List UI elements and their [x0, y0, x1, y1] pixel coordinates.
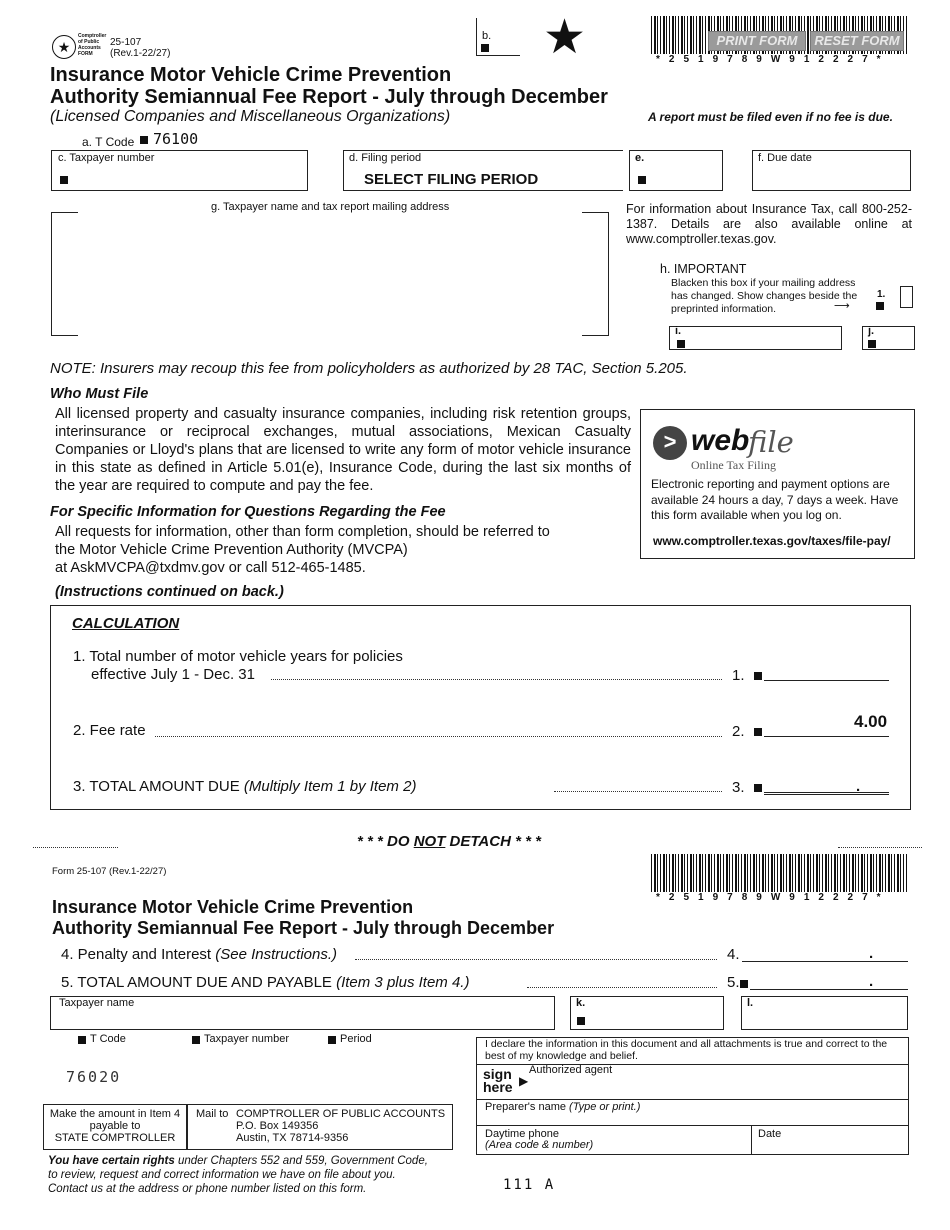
- voucher-period-label: Period: [340, 1033, 372, 1045]
- due-date-field[interactable]: [752, 150, 911, 191]
- voucher-title-line1: Insurance Motor Vehicle Crime Prevention: [52, 897, 414, 917]
- voucher-taxpayer-name-label: Taxpayer name: [59, 997, 135, 1009]
- item4-leader: [355, 959, 717, 960]
- webfile-panel: [640, 409, 915, 559]
- due-date-label: f. Due date: [758, 152, 812, 164]
- item5-marker: [740, 980, 748, 988]
- item4-label: [61, 946, 337, 963]
- field-j-marker: [868, 340, 876, 348]
- filing-notice: A report must be filed even if no fee is due.: [648, 110, 893, 124]
- address-change-label: 1.: [877, 289, 886, 300]
- specific-info-line2: the Motor Vehicle Crime Prevention Authority (MVCPA): [55, 542, 408, 558]
- taxpayer-number-marker-2: [192, 1036, 200, 1044]
- calculation-heading: CALCULATION: [72, 615, 180, 632]
- mail-line1: COMPTROLLER OF PUBLIC ACCOUNTS: [236, 1108, 446, 1120]
- field-l[interactable]: [741, 996, 908, 1030]
- mailing-address-field[interactable]: [51, 201, 609, 336]
- item3-main: 3. TOTAL AMOUNT DUE: [73, 778, 240, 795]
- footer-code: 111 A: [503, 1177, 556, 1193]
- detach-not: NOT: [413, 833, 446, 850]
- payable-box: [43, 1104, 187, 1150]
- payable-line1: Make the amount in Item 4: [49, 1108, 181, 1120]
- item3-label: [73, 778, 416, 795]
- item5-note: (Item 3 plus Item 4.): [336, 974, 470, 991]
- sign-here-label: sign here: [483, 1066, 513, 1095]
- item2-number: 2.: [732, 723, 745, 740]
- mail-line3: Austin, TX 78714-9356: [236, 1132, 349, 1144]
- who-must-file-text: All licensed property and casualty insurance companies, including risk retention groups, interinsurance or reciprocal exchanges, mutual associations, Mexican Casualty Companies or Lloyd's plans that are licensed to write any form of motor vehicle insurance in this state as defined in Article 5.01(e), Insurance Code, during the last six months of the year are required to compute and pay the fee.: [55, 406, 631, 494]
- voucher-taxpayer-number-label: Taxpayer number: [204, 1033, 289, 1045]
- item5-number: 5.: [727, 974, 740, 991]
- preparer-label: [485, 1101, 640, 1113]
- field-k[interactable]: [570, 996, 724, 1030]
- detach-line-left: [33, 847, 118, 848]
- webfile-tagline: Online Tax Filing: [691, 458, 776, 472]
- item3-note: (Multiply Item 1 by Item 2): [243, 778, 417, 795]
- detach-pre: * * * DO: [357, 833, 414, 850]
- webfile-url[interactable]: www.comptroller.texas.gov/taxes/file-pay/: [653, 534, 891, 548]
- taxpayer-number-marker: [60, 176, 68, 184]
- field-l-label: l.: [747, 997, 754, 1009]
- item3-number: 3.: [732, 779, 745, 796]
- voucher-title-line2: Authority Semiannual Fee Report - July through December: [52, 918, 555, 938]
- item3-decimal: .: [856, 778, 861, 795]
- voucher-tcode-value: 76020: [66, 1068, 122, 1086]
- rights-line3: Contact us at the address or phone number listed on this form.: [48, 1183, 367, 1195]
- t-code-label: a. T Code: [82, 135, 135, 149]
- item3-leader: [554, 791, 722, 792]
- address-change-marker: [876, 302, 884, 310]
- detach-line-right: [838, 847, 922, 848]
- payable-line2: payable to: [89, 1120, 141, 1132]
- star-icon: ★: [543, 11, 587, 64]
- item2-value: 4.00: [854, 712, 888, 731]
- item1-number: 1.: [732, 667, 745, 684]
- item1-leader: [271, 679, 722, 680]
- mail-line2: P.O. Box 149356: [236, 1120, 319, 1132]
- mailing-address-label: g. Taxpayer name and tax report mailing address: [211, 201, 450, 213]
- specific-info-heading: For Specific Information for Questions Regarding the Fee: [50, 504, 446, 520]
- bracket-top-left: [51, 212, 78, 336]
- who-must-file-heading: Who Must File: [50, 386, 149, 402]
- field-b-label: b.: [482, 30, 492, 42]
- item2-label: 2. Fee rate: [73, 722, 146, 739]
- recoup-note: NOTE: Insurers may recoup this fee from policyholders as authorized by 28 TAC, Section 5.205.: [50, 360, 688, 377]
- item5-leader: [527, 987, 717, 988]
- item1-label-line2: effective July 1 - Dec. 31: [91, 666, 255, 683]
- item1-marker: [754, 672, 762, 680]
- declaration-text: I declare the information in this document and all attachments is true and correct to the best of my knowledge and belief.: [485, 1038, 888, 1062]
- field-b[interactable]: [476, 18, 520, 56]
- item5-decimal: .: [869, 973, 874, 990]
- item4-main: 4. Penalty and Interest: [61, 946, 212, 963]
- webfile-arrow-icon: >: [653, 426, 687, 460]
- item2-leader: [155, 736, 722, 737]
- declaration-divider-2: [477, 1099, 908, 1100]
- authorized-agent-label: Authorized agent: [529, 1064, 613, 1076]
- form-subtitle: (Licensed Companies and Miscellaneous Organizations): [50, 108, 451, 125]
- taxpayer-number-field[interactable]: [51, 150, 308, 191]
- filing-period-label: d. Filing period: [349, 152, 422, 164]
- do-not-detach: [357, 833, 541, 850]
- field-i[interactable]: [669, 326, 842, 350]
- item4-number: 4.: [727, 946, 740, 963]
- item5-main: 5. TOTAL AMOUNT DUE AND PAYABLE: [61, 974, 332, 991]
- date-divider: [751, 1125, 752, 1155]
- field-e-marker: [638, 176, 646, 184]
- period-marker: [328, 1036, 336, 1044]
- preparer-main: Preparer's name: [485, 1101, 566, 1113]
- field-e[interactable]: [629, 150, 723, 191]
- item5-input[interactable]: [750, 989, 908, 990]
- filing-period-field[interactable]: [343, 150, 623, 191]
- field-k-label: k.: [576, 997, 586, 1009]
- item4-decimal: .: [869, 945, 874, 962]
- item4-note: (See Instructions.): [215, 946, 337, 963]
- daytime-phone-label: Daytime phone: [485, 1128, 559, 1140]
- specific-info-line1: All requests for information, other than form completion, should be referred to: [55, 524, 550, 540]
- t-code-value: 76100: [153, 130, 199, 148]
- field-j[interactable]: [862, 326, 915, 350]
- form-number: 25-107: [110, 37, 142, 48]
- field-j-label: j.: [868, 325, 875, 337]
- t-code-marker: [140, 136, 148, 144]
- voucher-tcode-label: T Code: [90, 1033, 126, 1045]
- item5-label: [61, 974, 469, 991]
- insurance-info-text: For information about Insurance Tax, call 800-252-1387. Details are also available online at www.comptroller.texas.gov.: [626, 202, 912, 246]
- webfile-text: Electronic reporting and payment options are available 24 hours a day, 7 days a week. Have this form available when you log on.: [651, 477, 899, 522]
- rights-rest: under Chapters 552 and 559, Government Code,: [174, 1155, 428, 1167]
- webfile-logo-web: web: [691, 424, 750, 457]
- important-text: Blacken this box if your mailing address has changed. Show changes beside the preprinted information.: [671, 277, 858, 315]
- form-title-line2: Authority Semiannual Fee Report - July through December: [50, 86, 608, 108]
- print-form-button[interactable]: PRINT FORM: [708, 31, 806, 51]
- area-code-label: (Area code & number): [485, 1139, 594, 1151]
- barcode-voucher: [651, 854, 907, 892]
- arrow-right-icon: ⟶: [834, 300, 850, 312]
- mail-box: [187, 1104, 453, 1150]
- address-change-checkbox[interactable]: [900, 286, 913, 308]
- payable-line3: STATE COMPTROLLER: [54, 1132, 176, 1144]
- declaration-block: [476, 1037, 909, 1155]
- barcode-voucher-digits: *2519789W912227*: [656, 892, 890, 903]
- rights-bold: You have certain rights: [48, 1155, 175, 1167]
- webfile-logo-file: file: [748, 425, 794, 459]
- comptroller-logo-text: Comptroller of Public Accounts FORM: [78, 33, 107, 57]
- calculation-section: [50, 605, 911, 810]
- field-i-label: i.: [675, 325, 682, 337]
- date-label: Date: [758, 1128, 782, 1140]
- form-revision: (Rev.1-22/27): [110, 48, 171, 59]
- item3-input[interactable]: [764, 792, 889, 795]
- item4-input[interactable]: [742, 961, 908, 962]
- rights-line2: to review, request and correct information we have on file about you.: [48, 1169, 396, 1181]
- important-heading: h. IMPORTANT: [660, 262, 747, 276]
- declaration-divider-3: [477, 1125, 908, 1126]
- sign-arrow-icon: ▶: [519, 1074, 529, 1088]
- preparer-note: (Type or print.): [569, 1101, 641, 1113]
- field-e-label: e.: [635, 152, 645, 164]
- taxpayer-number-label: c. Taxpayer number: [58, 152, 155, 164]
- voucher-form-id: Form 25-107 (Rev.1-22/27): [52, 866, 167, 877]
- field-b-marker: [481, 44, 489, 52]
- barcode-top-digits: *2519789W912227*: [656, 54, 890, 65]
- tcode-marker: [78, 1036, 86, 1044]
- field-k-marker: [577, 1017, 585, 1025]
- item1-label-line1: 1. Total number of motor vehicle years for policies: [73, 648, 403, 665]
- voucher-taxpayer-name-field[interactable]: [50, 996, 555, 1030]
- comptroller-seal-icon: ★: [52, 35, 76, 59]
- filing-period-select[interactable]: SELECT FILING PERIOD: [364, 171, 539, 188]
- item2-input: [764, 736, 889, 737]
- form-title-line1: Insurance Motor Vehicle Crime Prevention: [50, 64, 452, 86]
- item1-input[interactable]: [764, 680, 889, 681]
- field-i-marker: [677, 340, 685, 348]
- mail-to-label: Mail to: [196, 1108, 229, 1120]
- instructions-continued: (Instructions continued on back.): [55, 584, 284, 600]
- specific-info-line3: at AskMVCPA@txdmv.gov or call 512-465-1485.: [55, 560, 366, 576]
- bracket-top-right: [582, 212, 609, 336]
- detach-post: DETACH * * *: [445, 833, 541, 850]
- item3-marker: [754, 784, 762, 792]
- reset-form-button[interactable]: RESET FORM: [810, 31, 904, 51]
- rights-line1: [48, 1155, 428, 1167]
- item2-marker: [754, 728, 762, 736]
